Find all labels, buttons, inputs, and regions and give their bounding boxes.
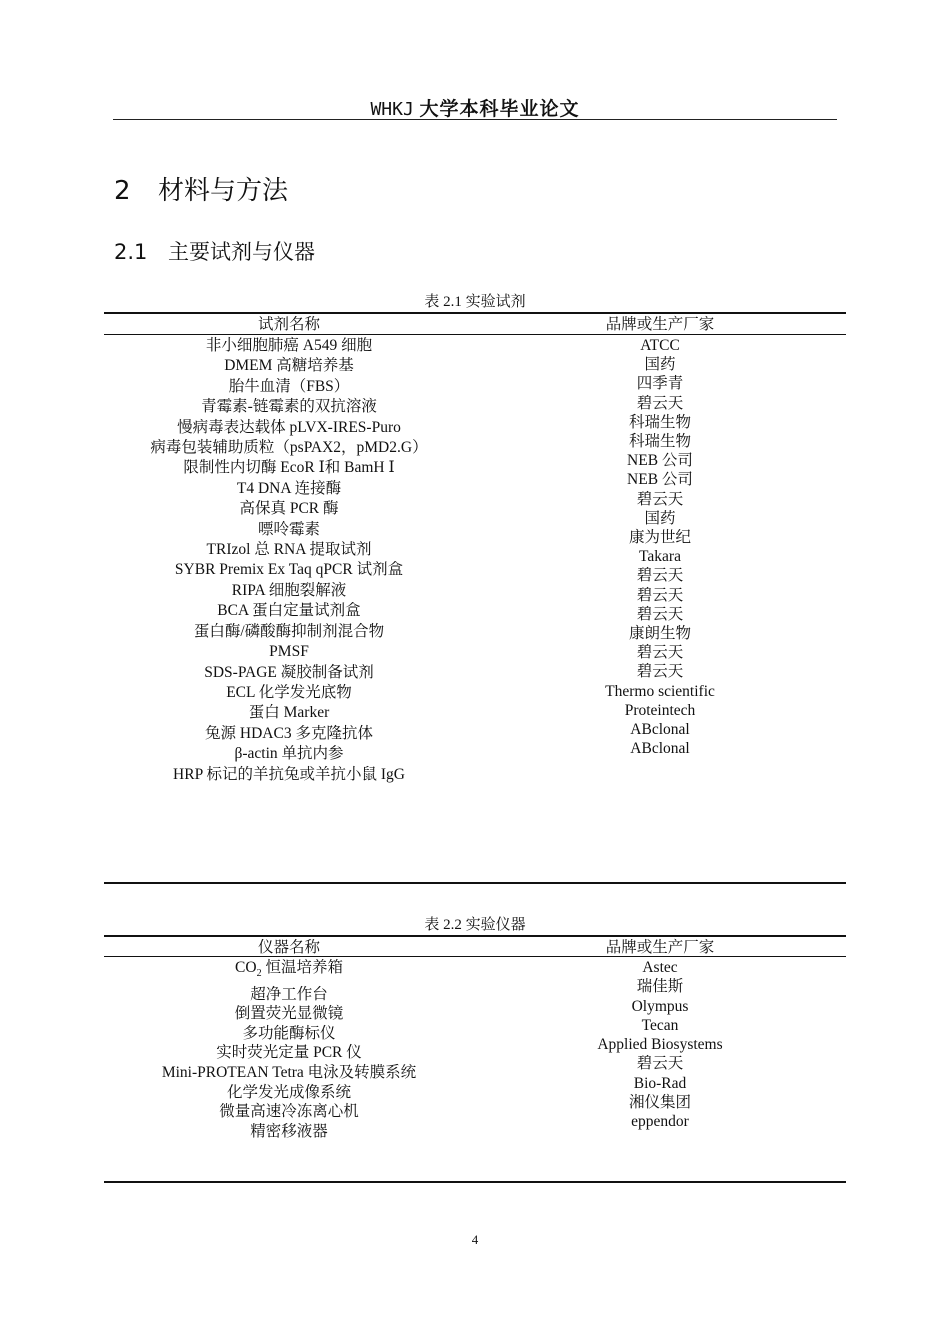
table1-reagent-cell: 蛋白 Marker — [248, 704, 330, 722]
chapter-heading — [114, 170, 288, 207]
table1-brand-cell: 科瑞生物 — [628, 433, 691, 451]
table1-reagent-cell: BCA 蛋白定量试剂盒 — [217, 602, 361, 620]
table1-reagent-cell: 限制性内切酶 EcoR Ⅰ和 BamH Ⅰ — [183, 459, 395, 477]
table1-reagent-cell: 高保真 PCR 酶 — [239, 500, 339, 518]
table2-brand-cell: Bio-Rad — [633, 1074, 687, 1092]
table1-reagent-cell: T4 DNA 连接酶 — [236, 479, 342, 497]
chapter-number: 2 — [114, 176, 131, 206]
table1-reagent-cell: 蛋白酶/磷酸酶抑制剂混合物 — [193, 622, 385, 640]
section-heading — [114, 236, 315, 266]
table2-instrument-cell: 实时荧光定量 PCR 仪 — [216, 1044, 362, 1062]
table2-brand-cell: Olympus — [631, 997, 689, 1015]
table2-brand-cell: 瑞佳斯 — [636, 978, 684, 996]
co2-sub: 2 — [256, 968, 262, 980]
table1-brand-column — [560, 336, 760, 758]
table2-caption: 表 2.2 实验仪器 — [424, 917, 526, 933]
table2-brand-cell: Applied Biosystems — [597, 1036, 723, 1054]
table1-brand-cell: 碧云天 — [636, 394, 684, 412]
table2-header-rule — [104, 956, 846, 957]
table2-bottom-rule — [104, 1181, 846, 1183]
table1-brand-cell: 碧云天 — [636, 644, 684, 662]
table1-brand-cell: ATCC — [640, 337, 680, 354]
table1-brand-cell: 碧云天 — [636, 605, 684, 623]
table1-brand-cell: ABclonal — [630, 740, 690, 758]
table1-brand-cell: 碧云天 — [636, 490, 684, 508]
table1-bottom-rule — [104, 882, 846, 884]
table1-brand-cell: 康为世纪 — [628, 529, 691, 547]
table1-reagent-column — [104, 336, 474, 785]
table1-brand-cell: 碧云天 — [636, 586, 684, 604]
table1-brand-cell: 碧云天 — [636, 663, 684, 681]
table1-caption: 表 2.1 实验试剂 — [424, 294, 526, 310]
table2-instrument-cell: 多功能酶标仪 — [242, 1024, 336, 1042]
table1-header-brand: 品牌或生产厂家 — [605, 316, 715, 333]
table1-brand-cell: Takara — [639, 548, 681, 566]
header-latin: WHKJ — [370, 99, 414, 120]
table1-reagent-cell: ECL 化学发光底物 — [226, 683, 352, 701]
table2-instrument-cell: 超净工作台 — [250, 985, 328, 1003]
table2-brand-cell: Tecan — [641, 1016, 679, 1034]
table1-brand-cell: ABclonal — [630, 721, 690, 739]
page-number: 4 — [471, 1232, 479, 1247]
table1-reagent-cell: SYBR Premix Ex Taq qPCR 试剂盒 — [174, 561, 404, 579]
table1-brand-cell: 科瑞生物 — [628, 413, 691, 431]
table1-reagent-cell: HRP 标记的羊抗兔或羊抗小鼠 IgG — [173, 765, 405, 783]
table2-instrument-column — [104, 958, 474, 1141]
table2-instrument-cell: 微量高速冷冻离心机 — [219, 1103, 359, 1121]
table1-reagent-cell: TRIzol 总 RNA 提取试剂 — [206, 541, 372, 559]
running-header — [0, 94, 950, 121]
table2-instrument-cell: 精密移液器 — [250, 1122, 328, 1140]
table1-brand-cell: Thermo scientific — [605, 682, 715, 700]
table2-brand-cell: Astec — [642, 959, 678, 976]
header-cjk: 大学本科毕业论文 — [419, 98, 580, 120]
co2-rest: 恒温培养箱 — [261, 959, 343, 976]
table1-brand-cell: 国药 — [644, 356, 676, 374]
table2-brand-cell: eppendor — [631, 1113, 689, 1131]
table1-header-reagent: 试剂名称 — [257, 316, 320, 333]
table1-reagent-cell: 病毒包装辅助质粒（psPAX2，pMD2.G） — [150, 439, 428, 457]
table1-brand-cell: NEB 公司 — [627, 452, 693, 470]
table1-reagent-cell: RIPA 细胞裂解液 — [231, 581, 347, 599]
table1-reagent-cell: β-actin 单抗内参 — [234, 745, 344, 763]
section-title: 主要试剂与仪器 — [168, 240, 315, 264]
table1-brand-cell: 康朗生物 — [628, 625, 691, 643]
table2-instrument-co2 — [104, 958, 474, 985]
table1-brand-cell: Proteintech — [624, 701, 696, 719]
table2-header-instrument: 仪器名称 — [257, 939, 320, 956]
co2-main: CO — [235, 959, 257, 976]
table2-brand-column — [560, 958, 760, 1132]
table1-brand-cell: 碧云天 — [636, 567, 684, 585]
table1-reagent-cell: 慢病毒表达载体 pLVX-IRES-Puro — [177, 418, 401, 436]
table2-instrument-cell: Mini-PROTEAN Tetra 电泳及转膜系统 — [161, 1064, 417, 1082]
table1-reagent-cell: DMEM 高糖培养基 — [224, 357, 354, 375]
table1-reagent-cell: 胎牛血清（FBS） — [228, 377, 350, 395]
table2-brand-cell: 湘仪集团 — [628, 1094, 691, 1112]
table2-instrument-cell: 倒置荧光显微镜 — [234, 1005, 344, 1023]
table1-header-rule — [104, 334, 846, 335]
table1-reagent-cell: PMSF — [269, 643, 309, 661]
chapter-title: 材料与方法 — [158, 176, 289, 206]
table1-brand-cell: 国药 — [644, 509, 676, 527]
table1-reagent-cell: 青霉素-链霉素的双抗溶液 — [201, 398, 377, 416]
table1-reagent-cell: 嘌呤霉素 — [257, 520, 320, 538]
table1-brand-cell: NEB 公司 — [627, 471, 693, 489]
table1-brand-cell: 四季青 — [636, 375, 684, 393]
table1-reagent-cell: 非小细胞肺癌 A549 细胞 — [205, 337, 373, 354]
section-number: 2.1 — [114, 240, 148, 264]
table1-reagent-cell: 兔源 HDAC3 多克隆抗体 — [205, 724, 373, 742]
table2-brand-cell: 碧云天 — [636, 1055, 684, 1073]
table2-header-brand: 品牌或生产厂家 — [605, 939, 715, 956]
table2-instrument-cell: 化学发光成像系统 — [226, 1083, 351, 1101]
header-rule — [113, 119, 837, 120]
table1-reagent-cell: SDS-PAGE 凝胶制备试剂 — [204, 663, 374, 681]
